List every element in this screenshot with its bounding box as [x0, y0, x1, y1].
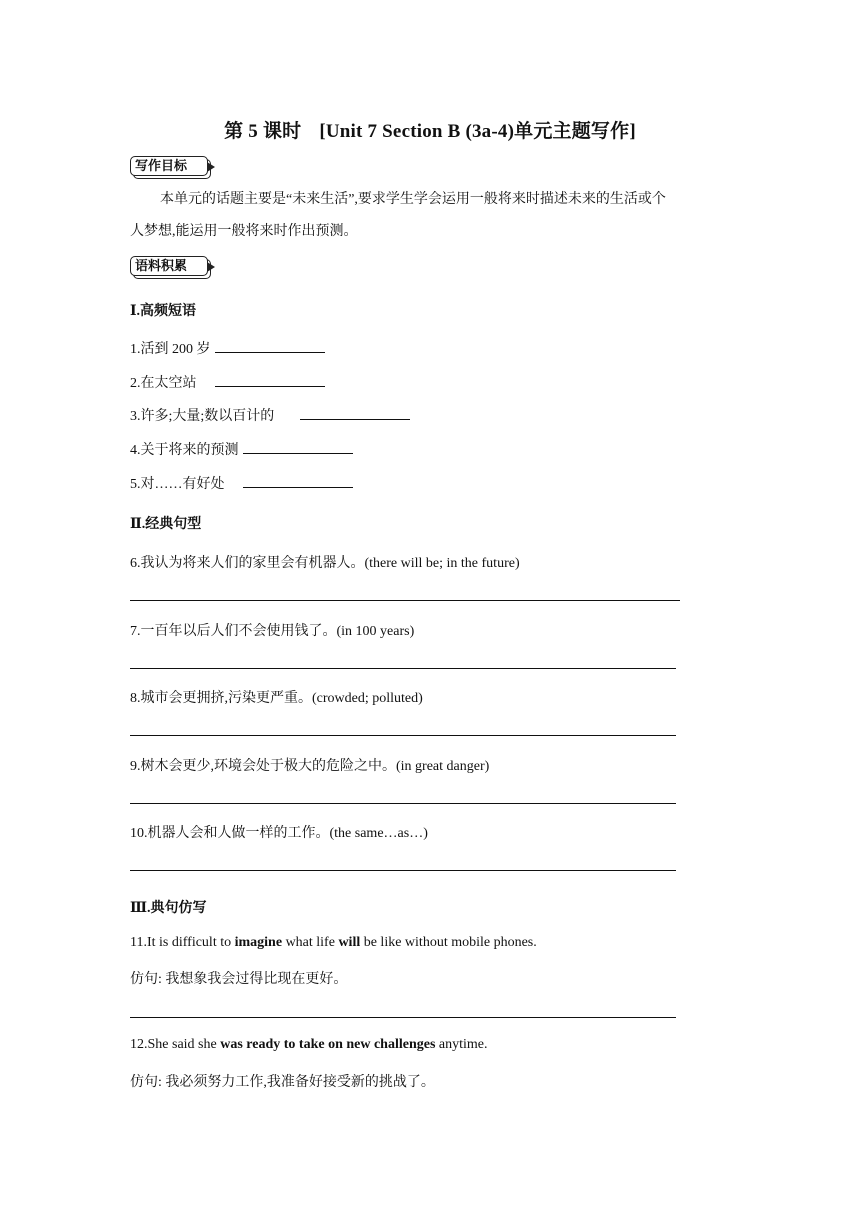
answer-blank[interactable]: [300, 407, 410, 420]
answer-line[interactable]: [130, 735, 676, 736]
key-phrase: was ready to take on new challenges: [220, 1037, 436, 1052]
phrase-text: 3.许多;大量;数以百计的: [130, 409, 275, 424]
answer-blank[interactable]: [243, 441, 353, 454]
sentence-text: 11.It is difficult to: [130, 935, 235, 950]
page-title: [0, 116, 860, 143]
sentence-item: 7.一百年以后人们不会使用钱了。(in 100 years): [130, 624, 415, 639]
sentence-item: 10.机器人会和人做一样的工作。(the same…as…): [130, 826, 428, 841]
sentence-text: anytime.: [435, 1037, 488, 1052]
materials-badge: 语料积累: [130, 256, 208, 276]
sentence-item: 8.城市会更拥挤,污染更严重。(crowded; polluted): [130, 691, 423, 706]
answer-blank[interactable]: [215, 340, 325, 353]
answer-blank[interactable]: [215, 374, 325, 387]
section-2-heading: Ⅱ.经典句型: [130, 517, 202, 532]
answer-line[interactable]: [130, 1017, 676, 1018]
model-sentence-12: [130, 1037, 488, 1053]
phrase-text: 1.活到 200 岁: [130, 342, 211, 357]
answer-line[interactable]: [130, 600, 680, 601]
phrase-item: [130, 439, 353, 459]
phrase-item: [130, 405, 410, 425]
phrase-text: 4.关于将来的预测: [130, 443, 239, 458]
sentence-text: be like without mobile phones.: [360, 935, 537, 950]
lesson-topic: [Unit 7 Section B (3a-4)单元主题写作]: [319, 121, 636, 142]
section-3-heading: Ⅲ.典句仿写: [130, 901, 207, 916]
intro-line-1: 本单元的话题主要是“未来生活”,要求学生学会运用一般将来时描述未来的生活或个: [160, 192, 666, 207]
sentence-text: 12.She said she: [130, 1037, 221, 1052]
phrase-item: [130, 338, 325, 358]
answer-blank[interactable]: [243, 475, 353, 488]
section-1-heading: Ⅰ.高频短语: [130, 304, 197, 319]
writing-goal-badge: 写作目标: [130, 156, 208, 176]
intro-line-2: 人梦想,能运用一般将来时作出预测。: [130, 224, 358, 239]
phrase-item: [130, 473, 353, 493]
sentence-item: 6.我认为将来人们的家里会有机器人。(there will be; in the future): [130, 556, 520, 571]
sentence-text: what life: [282, 935, 339, 950]
imitation-prompt-11: 仿句: 我想象我会过得比现在更好。: [130, 972, 348, 987]
model-sentence-11: [130, 935, 537, 951]
answer-line[interactable]: [130, 803, 676, 804]
key-word: imagine: [234, 935, 283, 950]
lesson-number: 第 5 课时: [224, 121, 302, 142]
sentence-item: 9.树木会更少,环境会处于极大的危险之中。(in great danger): [130, 759, 490, 774]
answer-line[interactable]: [130, 668, 676, 669]
phrase-item: [130, 372, 325, 392]
answer-line[interactable]: [130, 870, 676, 871]
imitation-prompt-12: 仿句: 我必须努力工作,我准备好接受新的挑战了。: [130, 1075, 435, 1090]
intro-paragraph: [130, 184, 730, 248]
phrase-text: 5.对……有好处: [130, 477, 225, 492]
key-word: will: [338, 935, 361, 950]
phrase-text: 2.在太空站: [130, 376, 197, 391]
